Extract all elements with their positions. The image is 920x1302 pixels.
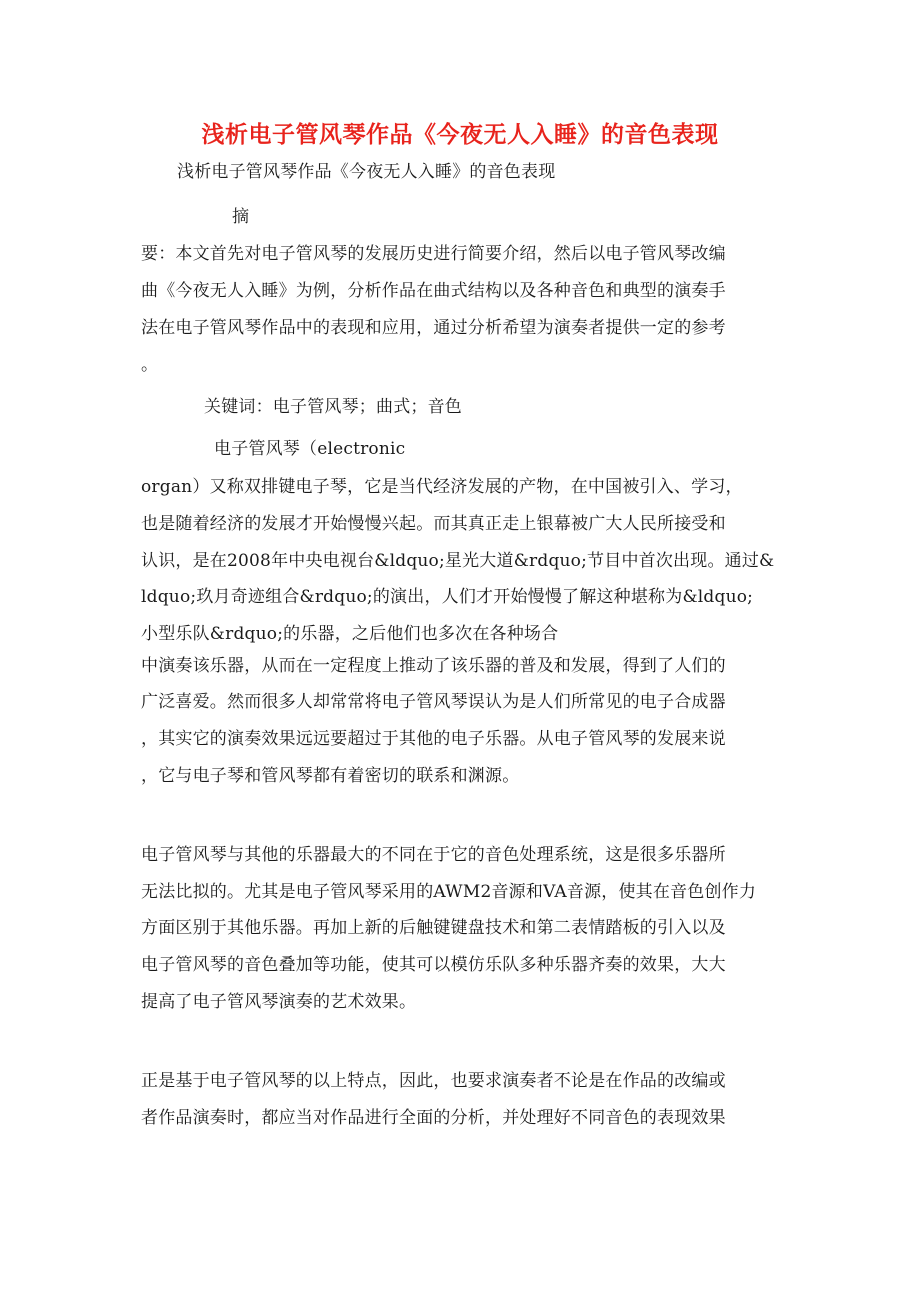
paragraph1-line: 小型乐队&rdquo;的乐器，之后他们也多次在各种场合 bbox=[141, 624, 559, 644]
document-title: 浅析电子管风琴作品《今夜无人入睡》的音色表现 bbox=[201, 122, 719, 148]
paragraph2-line: 电子管风琴的音色叠加等功能，使其可以模仿乐队多种乐器齐奏的效果，大大 bbox=[141, 955, 726, 975]
keywords-line: 关键词：电子管风琴；曲式；音色 bbox=[204, 397, 462, 417]
paragraph1-line: 中演奏该乐器，从而在一定程度上推动了该乐器的普及和发展，得到了人们的 bbox=[141, 656, 726, 676]
paragraph3-line: 者作品演奏时，都应当对作品进行全面的分析，并处理好不同音色的表现效果 bbox=[141, 1108, 726, 1128]
abstract-line: 曲《今夜无人入睡》为例，分析作品在曲式结构以及各种音色和典型的演奏手 bbox=[141, 281, 726, 301]
intro-line: 电子管风琴（electronic bbox=[214, 439, 406, 459]
paragraph2-line: 无法比拟的。尤其是电子管风琴采用的AWM2音源和VA音源，使其在音色创作力 bbox=[141, 882, 757, 902]
paragraph1-line: ，其实它的演奏效果远远要超过于其他的电子乐器。从电子管风琴的发展来说 bbox=[141, 729, 726, 749]
paragraph3-line: 正是基于电子管风琴的以上特点，因此，也要求演奏者不论是在作品的改编或 bbox=[141, 1071, 726, 1091]
paragraph1-line: 广泛喜爱。然而很多人却常常将电子管风琴误认为是人们所常见的电子合成器 bbox=[141, 692, 726, 712]
paragraph2-line: 方面区别于其他乐器。再加上新的后触键键盘技术和第二表情踏板的引入以及 bbox=[141, 918, 726, 938]
subtitle-line: 浅析电子管风琴作品《今夜无人入睡》的音色表现 bbox=[177, 162, 556, 182]
paragraph1-line: 也是随着经济的发展才开始慢慢兴起。而其真正走上银幕被广大人民所接受和 bbox=[141, 514, 726, 534]
paragraph2-line: 电子管风琴与其他的乐器最大的不同在于它的音色处理系统，这是很多乐器所 bbox=[141, 845, 726, 865]
abstract-line: 。 bbox=[141, 355, 159, 375]
paragraph1-line: ldquo;玖月奇迹组合&rdquo;的演出，人们才开始慢慢了解这种堪称为&ldquo; bbox=[141, 587, 754, 607]
abstract-line: 法在电子管风琴作品中的表现和应用，通过分析希望为演奏者提供一定的参考 bbox=[141, 318, 726, 338]
paragraph1-line: ，它与电子琴和管风琴都有着密切的联系和渊源。 bbox=[141, 766, 520, 786]
abstract-heading: 摘 bbox=[232, 207, 250, 227]
paragraph1-line: 认识，是在2008年中央电视台&ldquo;星光大道&rdquo;节目中首次出现。通过& bbox=[141, 551, 775, 571]
paragraph1-line: organ）又称双排键电子琴，它是当代经济发展的产物，在中国被引入、学习， bbox=[141, 477, 743, 497]
abstract-line: 要：本文首先对电子管风琴的发展历史进行简要介绍，然后以电子管风琴改编 bbox=[141, 244, 726, 264]
paragraph2-line: 提高了电子管风琴演奏的艺术效果。 bbox=[141, 992, 417, 1012]
